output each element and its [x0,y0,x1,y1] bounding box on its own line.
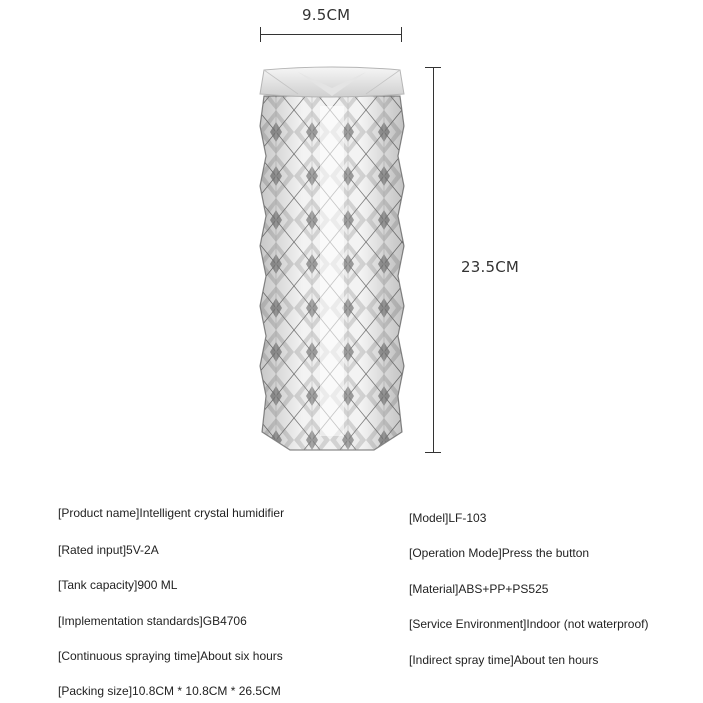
spec-service-environment: [Service Environment]Indoor (not waterproof) [409,617,649,631]
height-dimension-label: 23.5CM [461,258,520,276]
spec-continuous-spraying-time: [Continuous spraying time]About six hours [58,649,283,663]
spec-indirect-spray-time: [Indirect spray time]About ten hours [409,653,599,667]
spec-product-name: [Product name]Intelligent crystal humidifier [58,506,285,520]
spec-rated-input: [Rated input]5V-2A [58,543,159,557]
height-dimension-tick-bottom [425,452,441,453]
spec-packing-size: [Packing size]10.8CM * 10.8CM * 26.5CM [58,684,281,698]
spec-operation-mode: [Operation Mode]Press the button [409,546,590,560]
spec-implementation-standards: [Implementation standards]GB4706 [58,614,247,628]
width-dimension-tick-left [260,27,261,42]
spec-material: [Material]ABS+PP+PS525 [409,582,549,596]
width-dimension-tick-right [401,27,402,42]
spec-tank-capacity: [Tank capacity]900 ML [58,578,178,592]
height-dimension-tick-top [425,67,441,68]
width-dimension-line [260,34,402,35]
height-dimension-line [433,67,434,453]
product-image [258,66,406,452]
spec-model: [Model]LF-103 [409,511,487,525]
width-dimension-label: 9.5CM [302,6,351,24]
